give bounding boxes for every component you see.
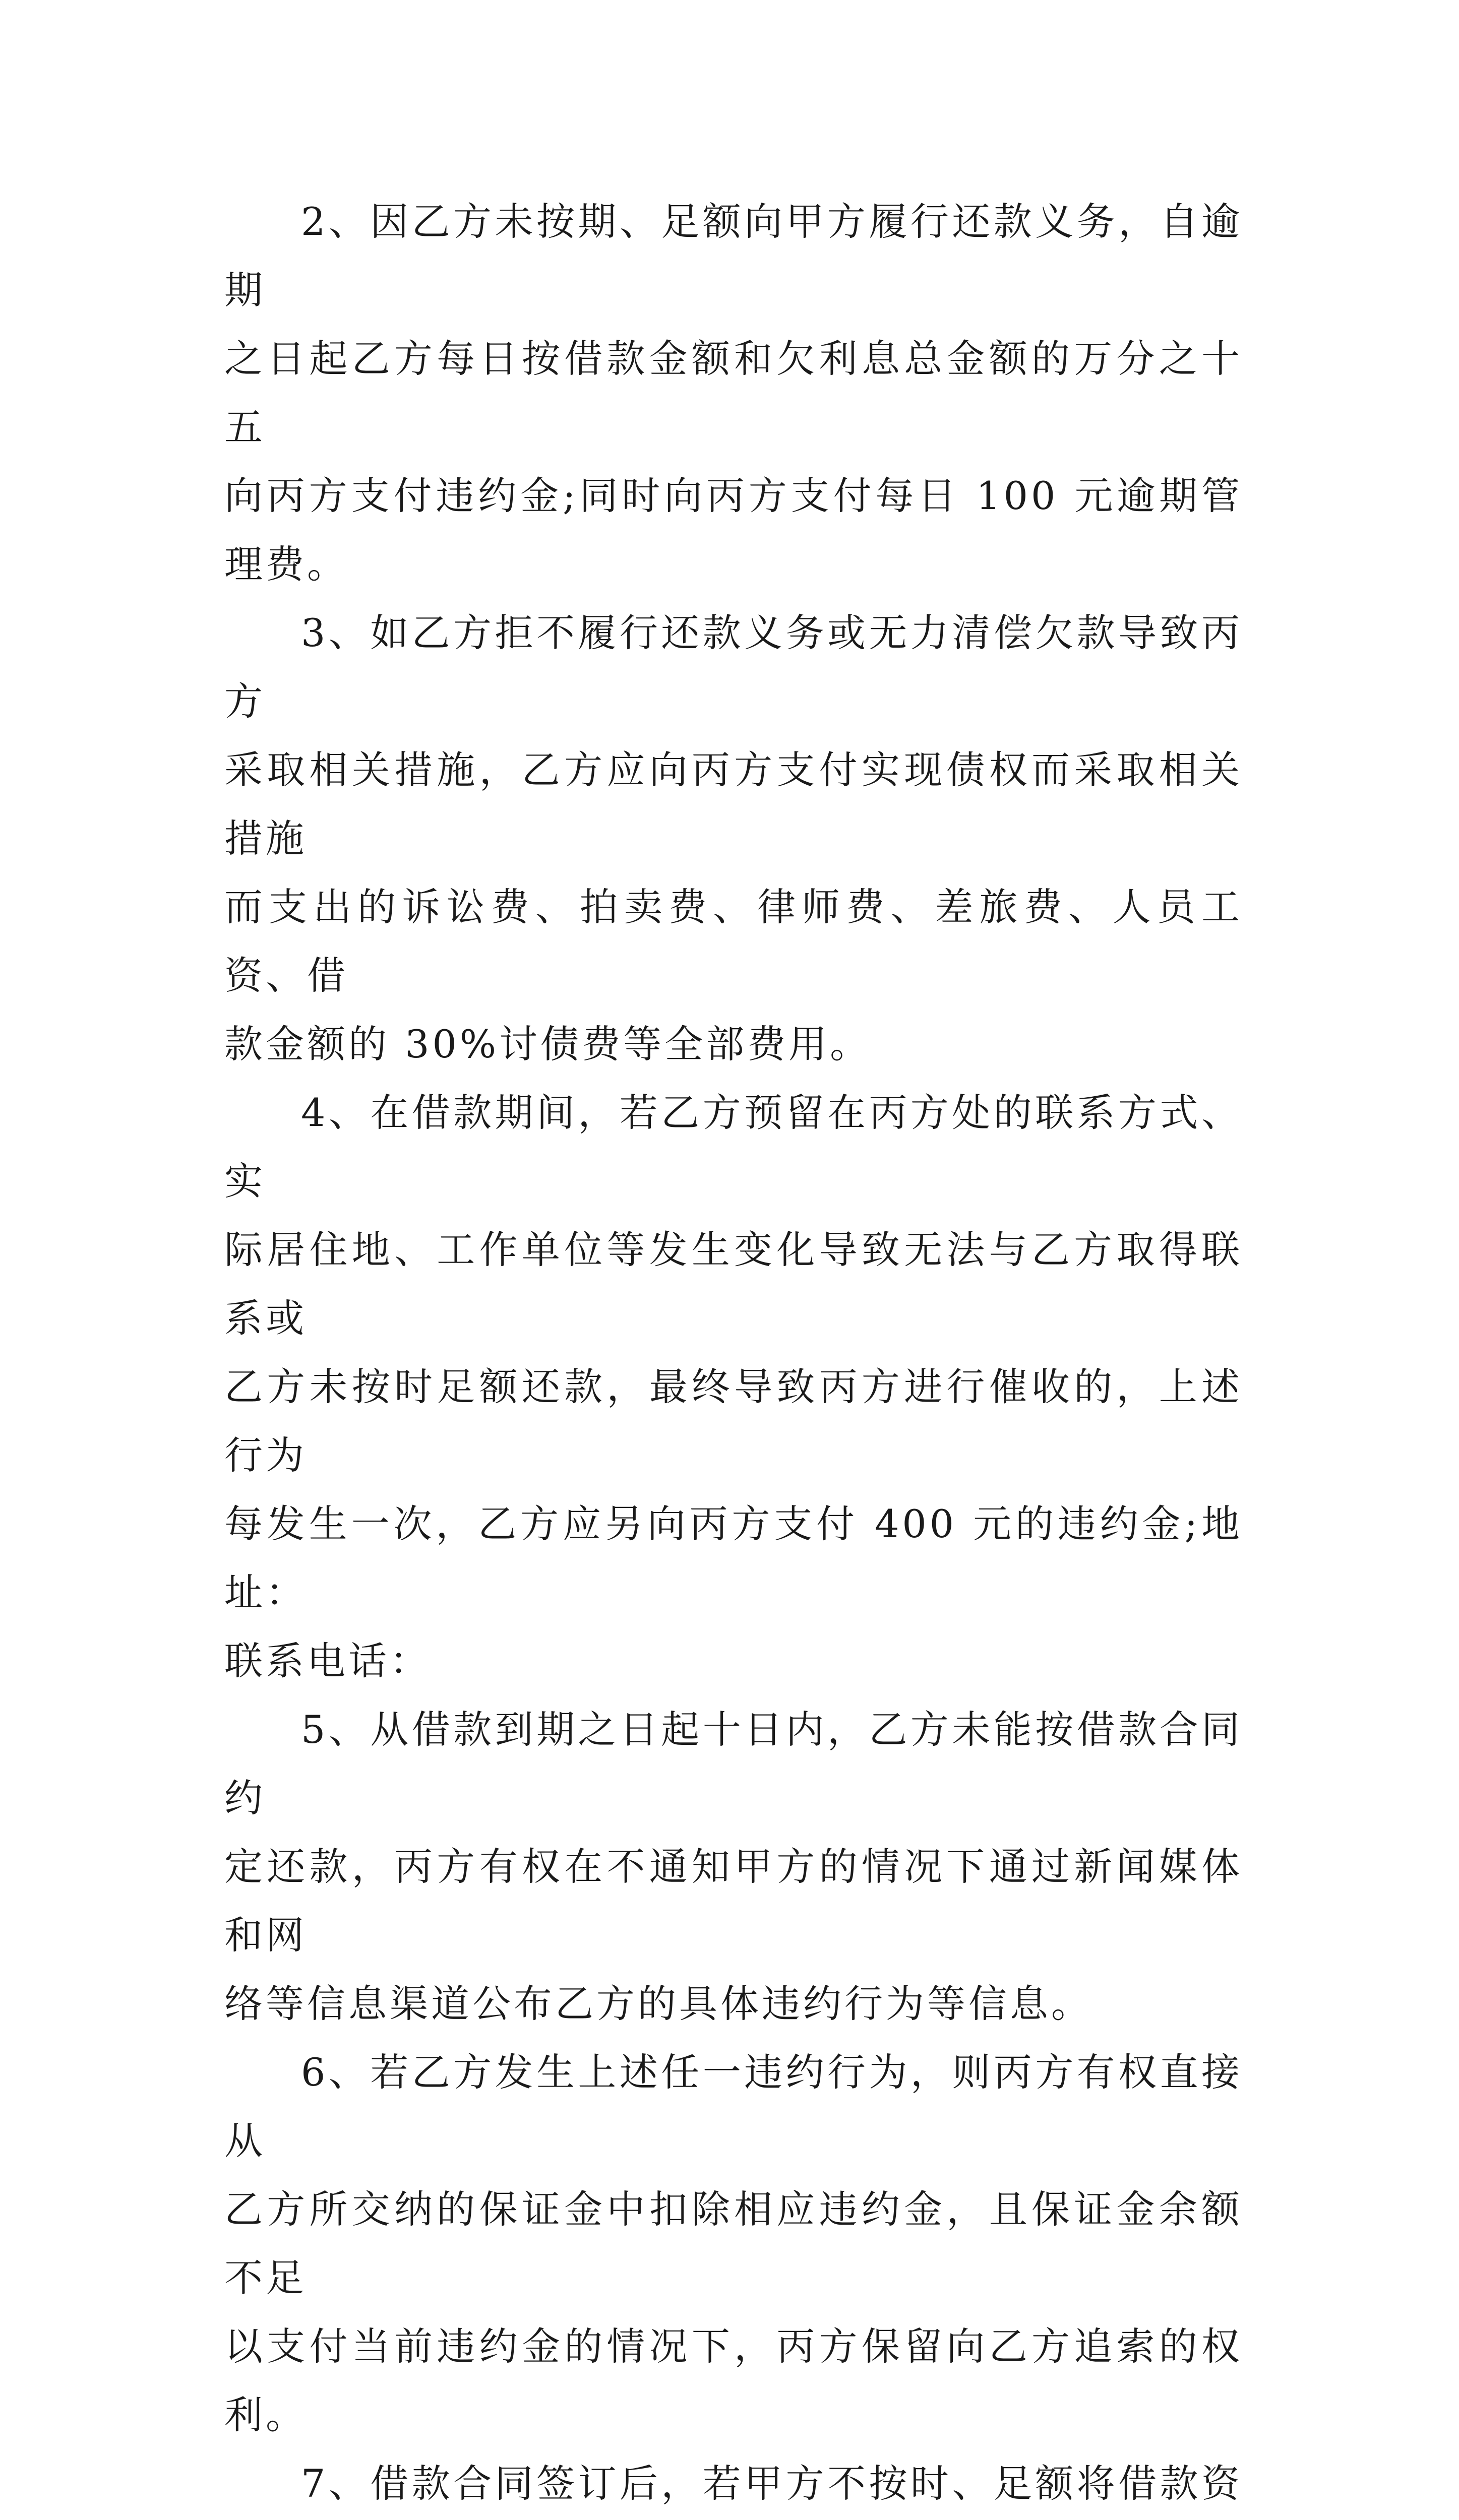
text-line: 6、若乙方发生上述任一违约行为，则丙方有权直接从 — [224, 2050, 1243, 2163]
text-line: 3、如乙方拒不履行还款义务或无力清偿欠款导致丙方 — [224, 610, 1243, 724]
text-line: 5、从借款到期之日起十日内，乙方未能按借款合同约 — [224, 1707, 1243, 1820]
text-line: 乙方所交纳的保证金中扣除相应违约金，且保证金余额不足 — [224, 2187, 1243, 2300]
text-line: 款金额的 30%讨债费等全部费用。 — [224, 1022, 872, 1066]
clause-6-paragraph — [224, 2038, 1243, 2449]
text-line: 络等信息渠道公布乙方的具体违约行为等信息。 — [224, 1981, 1092, 2026]
clause-5-paragraph — [224, 1695, 1243, 2038]
text-line: 联系电话： — [224, 1639, 431, 1683]
text-line: 而支出的诉讼费、拍卖费、律师费、差旅费、人员工资、借 — [224, 885, 1243, 998]
text-line: 每发生一次，乙方应另向丙方支付 400 元的违约金;地址： — [224, 1501, 1243, 1615]
text-line: 2、因乙方未按期、足额向甲方履行还款义务，自逾期 — [224, 199, 1243, 312]
text-line: 采取相关措施，乙方应向丙方支付实现债权而采取相关措施 — [224, 747, 1243, 861]
text-line: 以支付当前违约金的情况下，丙方保留向乙方追索的权利。 — [224, 2324, 1243, 2437]
clause-4-paragraph — [224, 1079, 1243, 1695]
text-line: 之日起乙方每日按借款金额和欠利息总金额的万分之十五 — [224, 336, 1243, 450]
text-line: 7、借款合同签订后，若甲方不按时、足额将借款资 — [301, 2461, 1243, 2506]
clause-3-paragraph — [224, 599, 1243, 1079]
text-line: 乙方未按时足额还款，最终导致丙方进行催收的，上述行为 — [224, 1364, 1243, 1478]
text-line: 际居住地、工作单位等发生变化导致无法与乙方取得联系或 — [224, 1227, 1243, 1341]
text-line: 定还款，丙方有权在不通知甲方的情况下通过新闻媒体和网 — [224, 1844, 1243, 1958]
clause-2-paragraph — [224, 187, 1243, 599]
text-line: 向丙方支付违约金;同时向丙方支付每日 100 元逾期管理费。 — [224, 473, 1243, 587]
clause-7-paragraph — [224, 2449, 1243, 2520]
text-line: 4、在借款期间，若乙方预留在丙方处的联系方式、实 — [224, 1090, 1243, 1204]
document-body — [224, 187, 1243, 2520]
